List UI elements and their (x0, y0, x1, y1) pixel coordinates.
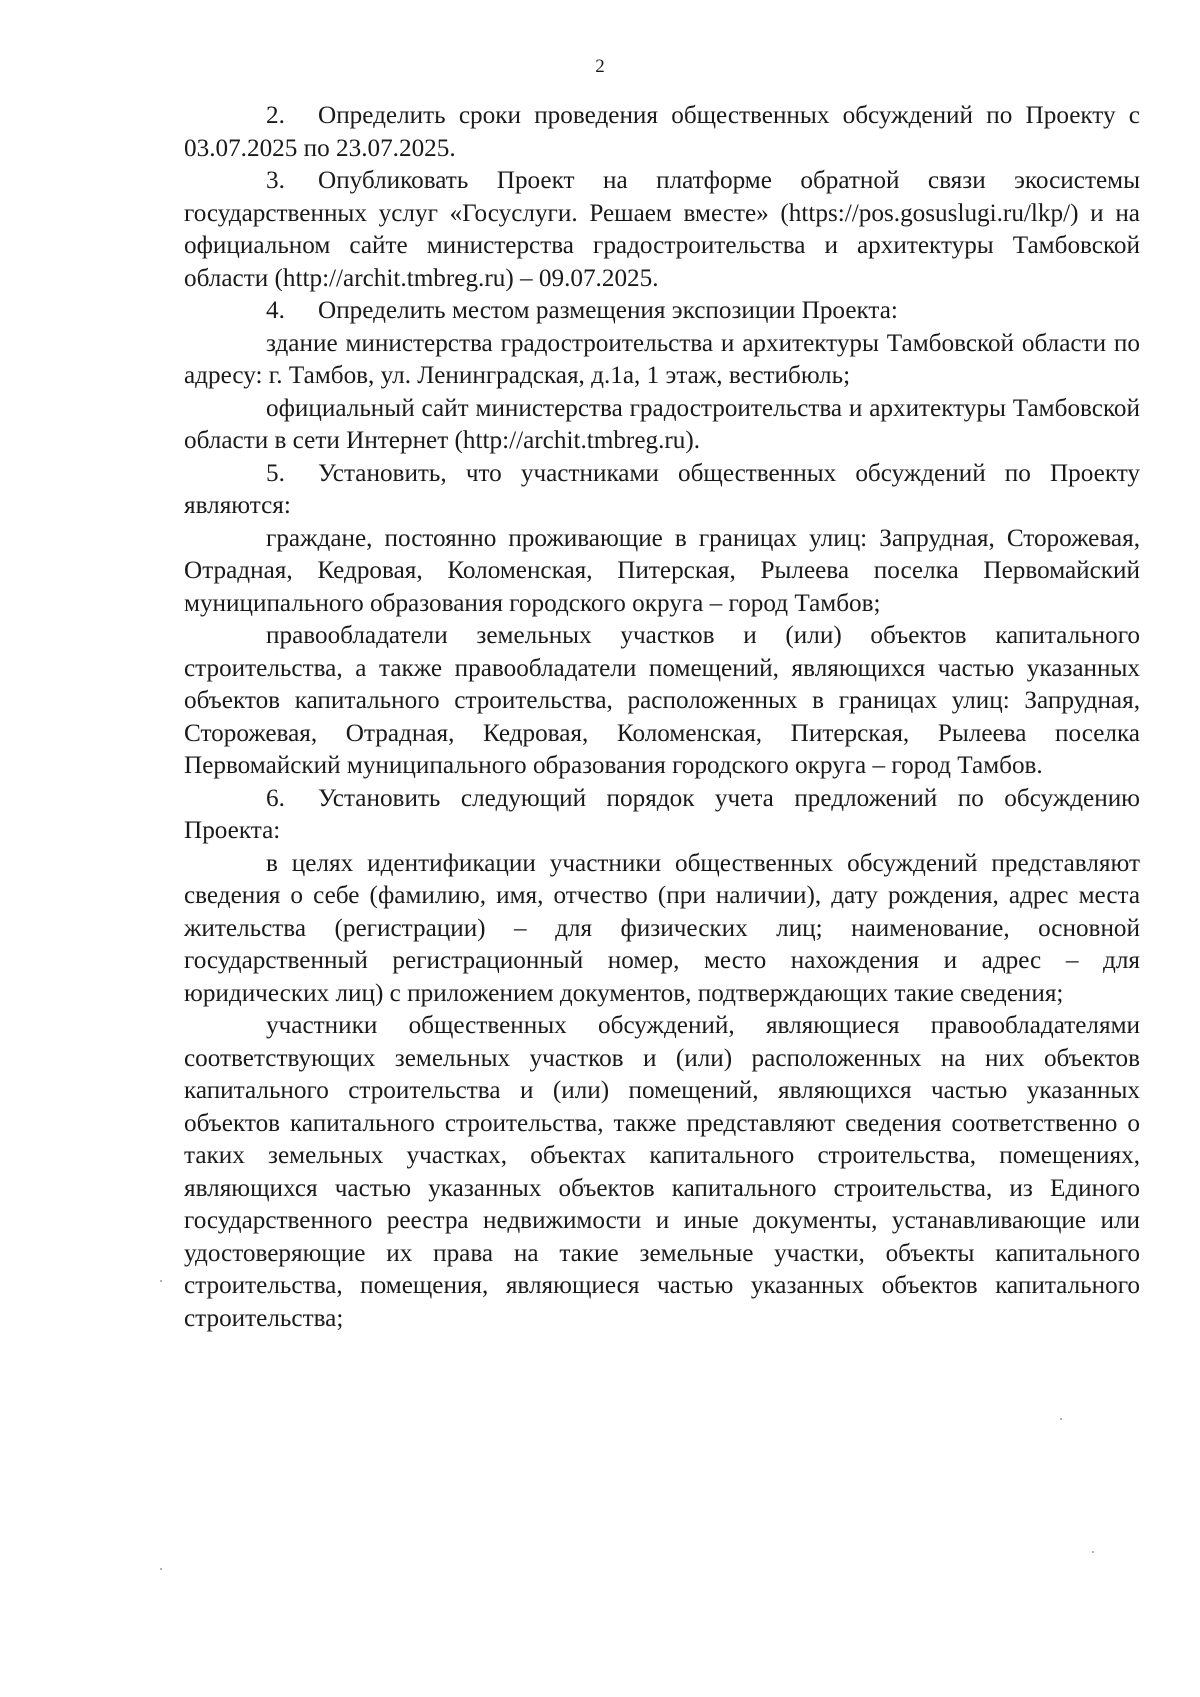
item-number: 2. (266, 102, 285, 129)
paragraph-participants-citizens (184, 523, 1140, 621)
document-body (184, 100, 1140, 1335)
item-number: 6. (266, 784, 285, 812)
item-number: 5. (266, 459, 285, 487)
scan-speck (160, 1568, 162, 1570)
paragraph-item-6 (184, 783, 1140, 848)
scan-speck (1092, 1551, 1094, 1553)
paragraph-text: правообладатели земельных участков и (или) объектов капитального строительства, а также правообладатели помещений, являющихся частью указанных объектов капитального строительства, расположенных в границах улиц: Запрудная, Сторожевая, Отрадная, Кедровая, Коломенская, Питерская, Рылеева поселка Первомайский муниципального образования городского округа – город Тамбов. (184, 622, 1140, 779)
paragraph-text: Опубликовать Проект на платформе обратной связи экосистемы государственных услуг «Госуслуги. Решаем вместе» (https://pos.gosuslugi.ru/lkp/) и на официальном сайте министерства градостроительства и архитектуры Тамбовской области (http://archit.tmbreg.ru) – 09.07.2025. (184, 167, 1140, 292)
paragraph-text: Определить местом размещения экспозиции Проекта: (318, 297, 898, 324)
paragraph-item-4 (184, 295, 1140, 328)
paragraph-text: Установить, что участниками общественных обсуждений по Проекту являются: (184, 459, 1140, 519)
paragraph-item-5 (184, 458, 1140, 523)
paragraph-item-2 (184, 100, 1140, 165)
scan-speck (160, 1280, 162, 1282)
paragraph-text: официальный сайт министерства градостроительства и архитектуры Тамбовской области в сети Интернет (http://archit.tmbreg.ru). (184, 394, 1140, 454)
scan-speck (1060, 1418, 1062, 1420)
item-number: 3. (266, 167, 285, 194)
paragraph-text: граждане, постоянно проживающие в границах улиц: Запрудная, Сторожевая, Отрадная, Кедровая, Коломенская, Питерская, Рылеева поселка Первомайский муниципального образования городского округа – город Тамбов; (184, 524, 1140, 617)
page-number: 2 (595, 56, 605, 77)
paragraph-text: здание министерства градостроительства и архитектуры Тамбовской области по адресу: г. Тамбов, ул. Ленинградская, д.1а, 1 этаж, вестибюль; (184, 329, 1140, 389)
paragraph-text: в целях идентификации участники общественных обсуждений представляют сведения о себе (фамилию, имя, отчество (при наличии), дату рождения, адрес места жительства (регистрации) – для физических лиц; наименование, основной государственный регистрационный номер, место нахождения и адрес – для юридических лиц) с приложением документов, подтверждающих такие сведения; (184, 849, 1140, 1007)
paragraph-text: Определить сроки проведения общественных обсуждений по Проекту с 03.07.2025 по 23.07.2025. (184, 102, 1140, 162)
paragraph-rightholders (184, 1010, 1140, 1335)
paragraph-item-3 (184, 165, 1140, 295)
paragraph-exposition-building (184, 328, 1140, 393)
paragraph-text: Установить следующий порядок учета предложений по обсуждению Проекта: (184, 784, 1140, 844)
paragraph-exposition-website (184, 393, 1140, 458)
paragraph-identification (184, 848, 1140, 1011)
paragraph-text: участники общественных обсуждений, являющиеся правообладателями соответствующих земельных участков и (или) расположенных на них объектов капитального строительства и (или) помещений, являющихся частью указанных объектов капитального строительства, также представляют сведения соответственно о таких земельных участках, объектах капитального строительства, помещениях, являющихся частью указанных объектов капитального строительства, из Единого государственного реестра недвижимости и иные документы, устанавливающие или удостоверяющие их права на такие земельные участки, объекты капитального строительства, помещения, являющиеся частью указанных объектов капитального строительства; (184, 1012, 1140, 1332)
item-number: 4. (266, 297, 285, 324)
paragraph-participants-owners (184, 620, 1140, 783)
